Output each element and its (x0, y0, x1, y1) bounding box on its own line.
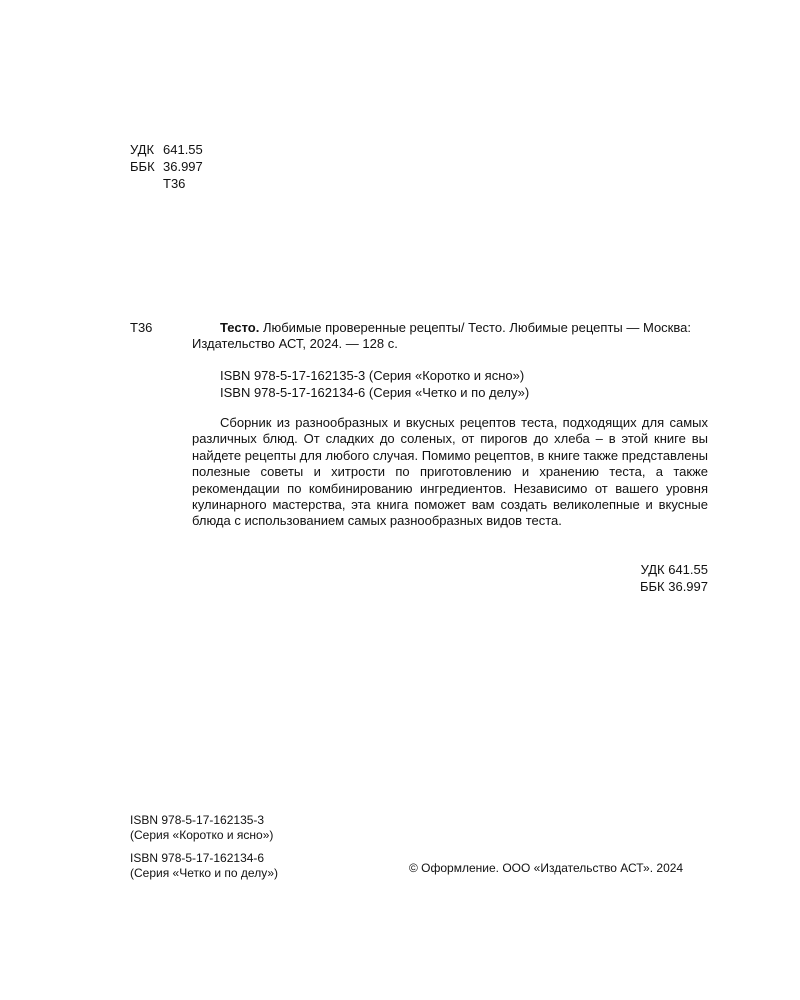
annotation-text: Сборник из разнообразных и вкусных рецептов теста, подходящих для самых различных блюд. От сладких до соленых, от пирогов до хлеба – в этой книге вы найдете рецепты для любого случая. Помимо рецептов, в книге также представлены полезные советы и хитрости по приготовлению и хранению теста, а также рекомендации по комбинированию ингредиентов. Независимо от вашего уровня кулинарного мастерства, эта книга поможет вам создать великолепные и вкусные блюда с использованием самых разнообразных видов теста. (192, 415, 708, 529)
bbk-label: ББК (130, 159, 155, 174)
top-classification (130, 142, 203, 193)
bbk-row (130, 159, 203, 176)
bottom-bbk: ББК 36.997 (639, 579, 708, 594)
bbk-value: 36.997 (163, 159, 203, 174)
udk-row (130, 142, 203, 159)
udk-value: 641.55 (163, 142, 203, 157)
isbn-block (220, 368, 529, 402)
author-mark-row (130, 176, 203, 193)
bottom-isbn-block (130, 813, 278, 889)
copyright-notice: © Оформление. ООО «Издательство АСТ». 2024 (409, 861, 684, 875)
bottom-isbn-series: (Серия «Четко и по делу») (130, 866, 279, 880)
bottom-isbn-group (130, 813, 278, 843)
isbn-line: ISBN 978-5-17-162135-3 (Серия «Коротко и ясно») (220, 368, 525, 383)
bottom-classification (560, 562, 708, 596)
bibliographic-entry (192, 320, 712, 352)
author-mark: Т36 (130, 320, 153, 335)
bottom-isbn-series: (Серия «Коротко и ясно») (130, 828, 274, 842)
biblio-rest: Любимые проверенные рецепты/ Тесто. Любимые рецепты — Москва: Издательство АСТ, 2024. — 128 с. (192, 320, 691, 351)
bottom-isbn-number: ISBN 978-5-17-162135-3 (130, 813, 265, 827)
book-title: Тесто. (220, 320, 260, 335)
top-author-mark: Т36 (163, 176, 186, 191)
isbn-line: ISBN 978-5-17-162134-6 (Серия «Четко и по делу») (220, 385, 530, 400)
udk-label: УДК (130, 142, 155, 157)
bottom-udk: УДК 641.55 (640, 562, 708, 577)
bottom-isbn-group (130, 851, 278, 881)
bottom-isbn-number: ISBN 978-5-17-162134-6 (130, 851, 265, 865)
